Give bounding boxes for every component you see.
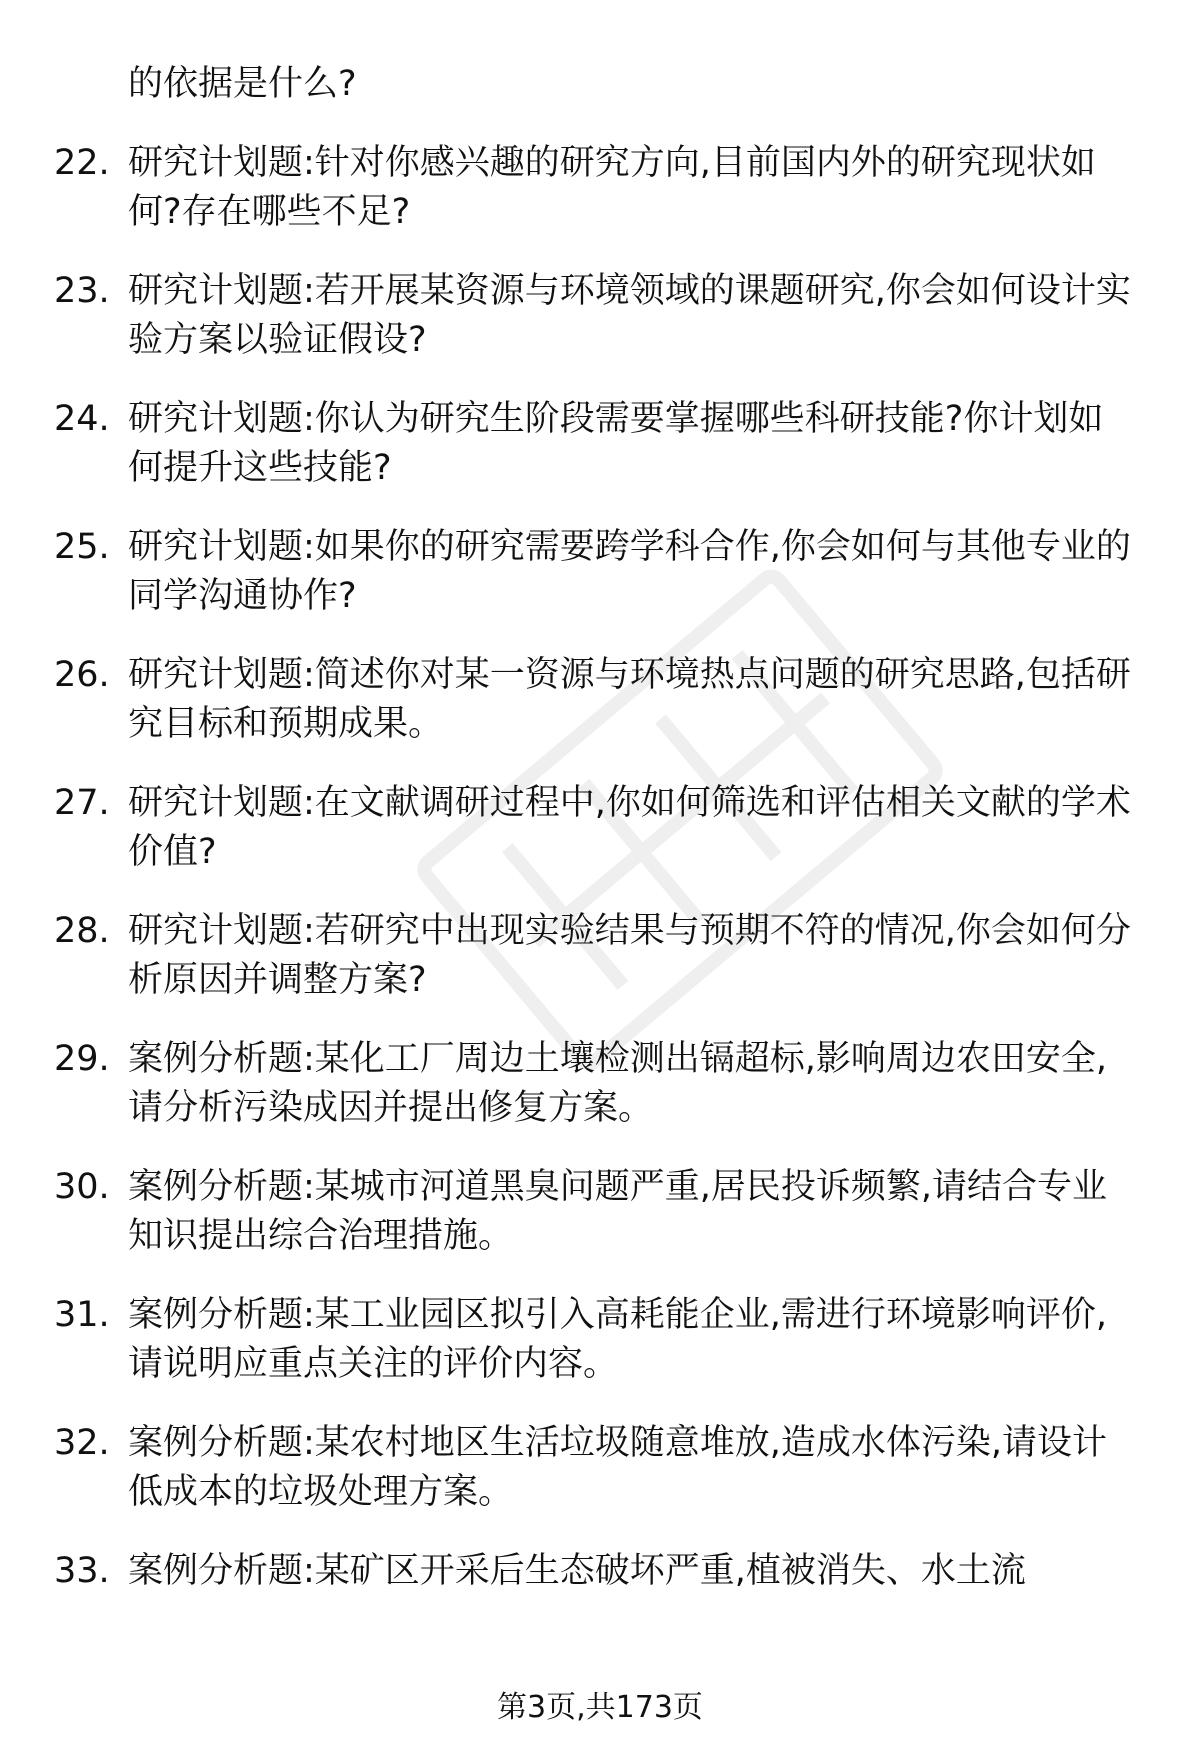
item-number: 31. <box>54 1295 110 1335</box>
item-text: 研究计划题:针对你感兴趣的研究方向,目前国内外的研究现状如何?存在哪些不足? <box>128 143 1096 232</box>
item-number: 26. <box>54 655 110 695</box>
item-text: 研究计划题:简述你对某一资源与环境热点问题的研究思路,包括研究目标和预期成果。 <box>128 655 1131 744</box>
item-number: 28. <box>54 911 110 951</box>
item-text: 研究计划题:若研究中出现实验结果与预期不符的情况,你会如何分析原因并调整方案? <box>128 911 1131 1000</box>
list-item <box>0 267 1200 365</box>
list-item <box>0 523 1200 621</box>
list-item <box>0 1419 1200 1517</box>
item-text: 案例分析题:某化工厂周边土壤检测出镉超标,影响周边农田安全,请分析污染成因并提出修复方案。 <box>128 1039 1108 1128</box>
item-number: 22. <box>54 143 110 183</box>
list-item <box>0 1291 1200 1389</box>
list-item <box>0 779 1200 877</box>
item-text: 案例分析题:某矿区开采后生态破坏严重,植被消失、水土流 <box>128 1551 1026 1591</box>
question-list <box>0 60 1200 1626</box>
item-number: 32. <box>54 1423 110 1463</box>
item-number: 27. <box>54 783 110 823</box>
page-footer: 第3页,共173页 <box>497 1690 703 1725</box>
list-item <box>0 907 1200 1005</box>
item-number: 30. <box>54 1167 110 1207</box>
item-text: 研究计划题:若开展某资源与环境领域的课题研究,你会如何设计实验方案以验证假设? <box>128 271 1131 360</box>
list-item <box>0 1547 1200 1596</box>
item-text: 研究计划题:如果你的研究需要跨学科合作,你会如何与其他专业的同学沟通协作? <box>128 527 1131 616</box>
item-number: 33. <box>54 1551 110 1591</box>
item-text: 案例分析题:某工业园区拟引入高耗能企业,需进行环境影响评价,请说明应重点关注的评价内容。 <box>128 1295 1108 1384</box>
item-text: 研究计划题:在文献调研过程中,你如何筛选和评估相关文献的学术价值? <box>128 783 1131 872</box>
list-item <box>0 1163 1200 1261</box>
list-item <box>0 395 1200 493</box>
item-number: 24. <box>54 399 110 439</box>
item-text: 研究计划题:你认为研究生阶段需要掌握哪些科研技能?你计划如何提升这些技能? <box>128 399 1104 488</box>
list-item <box>0 139 1200 237</box>
list-item <box>0 651 1200 749</box>
continuation-text: 的依据是什么? <box>128 64 357 104</box>
item-number: 23. <box>54 271 110 311</box>
item-number: 25. <box>54 527 110 567</box>
list-item <box>0 1035 1200 1133</box>
item-text: 案例分析题:某农村地区生活垃圾随意堆放,造成水体污染,请设计低成本的垃圾处理方案。 <box>128 1423 1108 1512</box>
item-text: 案例分析题:某城市河道黑臭问题严重,居民投诉频繁,请结合专业知识提出综合治理措施。 <box>128 1167 1108 1256</box>
item-number: 29. <box>54 1039 110 1079</box>
